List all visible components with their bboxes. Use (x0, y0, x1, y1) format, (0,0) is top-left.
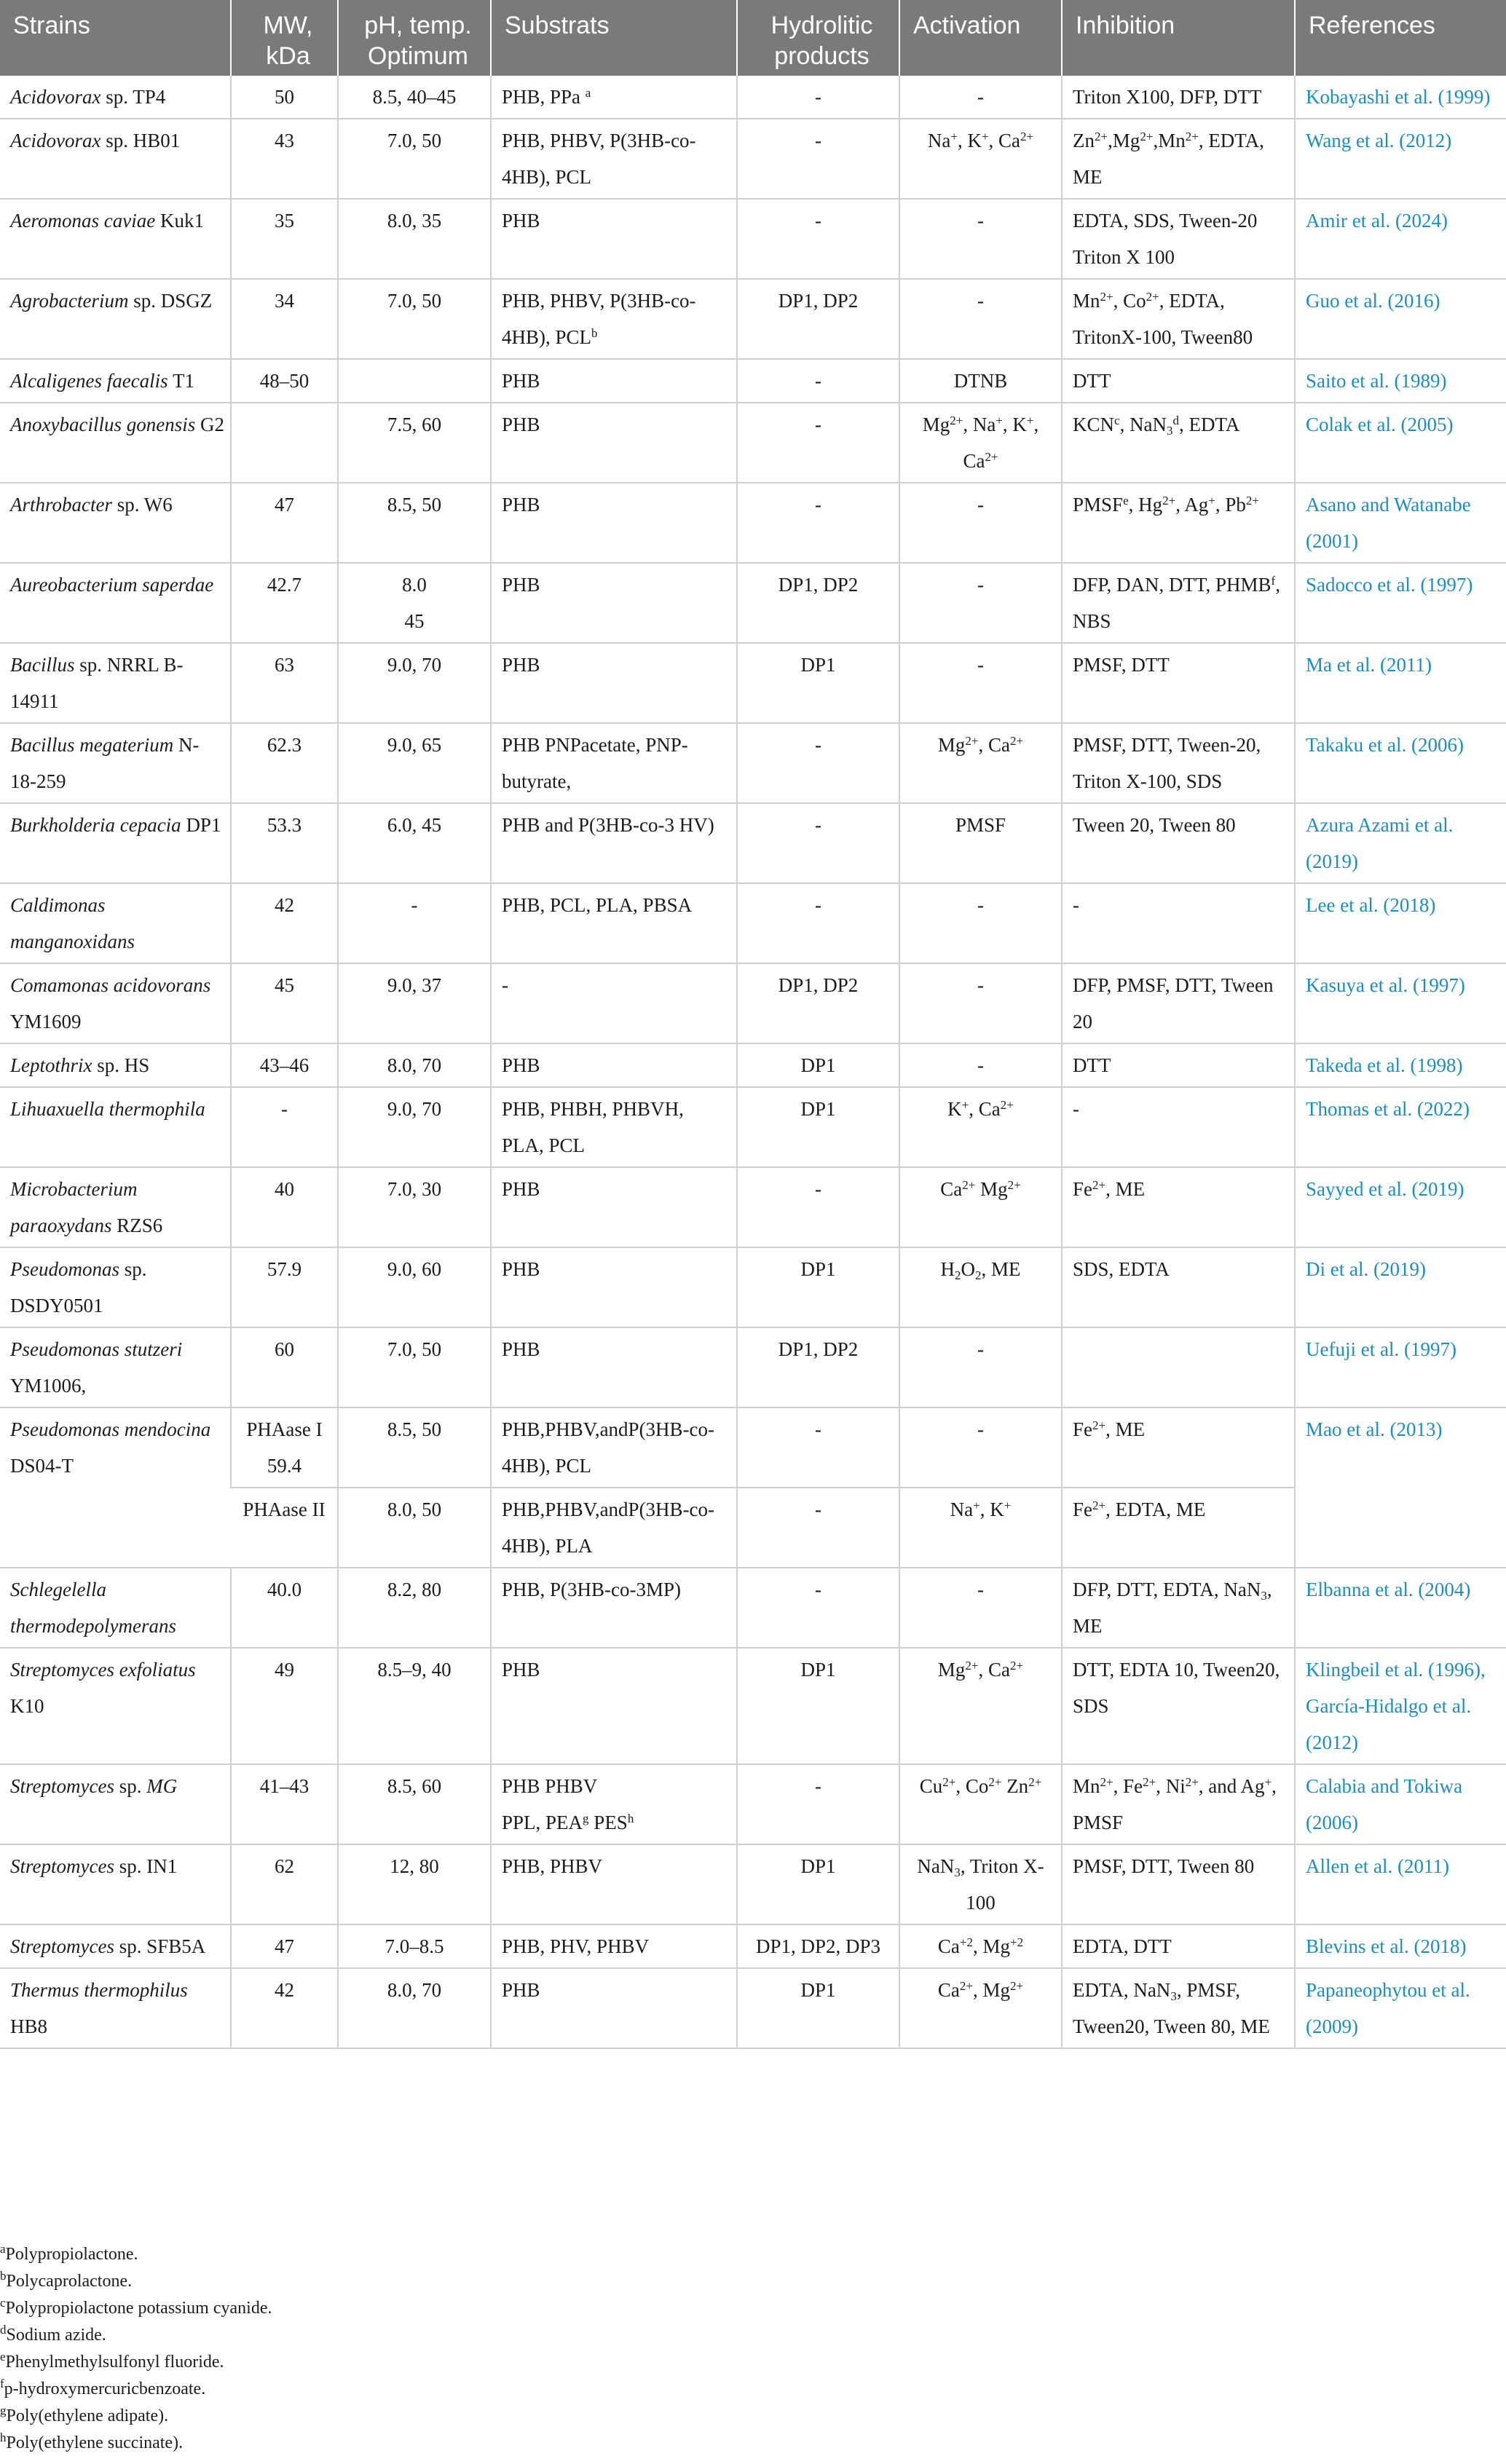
hydrolytic-products-cell: - (737, 1407, 899, 1488)
hydrolytic-products-cell: - (737, 1167, 899, 1247)
table-row (0, 963, 1506, 1043)
reference-link[interactable]: Di et al. (2019) (1295, 1247, 1506, 1327)
table-row (0, 1327, 1506, 1407)
substrates-cell: PHB, PHBV, P(3HB-co-4HB), PCL$^b$ (491, 279, 737, 359)
inhibition-cell: - (1062, 1087, 1295, 1167)
mw-cell: 63 (231, 643, 338, 723)
strain-cell: Comamonas acidovorans YM1609 (0, 963, 231, 1043)
reference-link[interactable]: Klingbeil et al. (1996), García-Hidalgo et al. (2012) (1295, 1648, 1506, 1764)
reference-link[interactable]: Takaku et al. (2006) (1295, 723, 1506, 803)
header-activation: Activation (899, 0, 1062, 76)
ph-temp-cell: 9.0, 70 (338, 643, 491, 723)
hydrolytic-products-cell: - (737, 359, 899, 403)
inhibition-cell: $Fe^{2+}$, ME (1062, 1167, 1295, 1247)
mw-cell: 49 (231, 1648, 338, 1764)
header-references: References (1295, 0, 1506, 76)
table-row (0, 643, 1506, 723)
hydrolytic-products-cell: DP1, DP2 (737, 963, 899, 1043)
activation-cell: - (899, 1407, 1062, 1488)
ph-temp-cell: - (338, 883, 491, 963)
activation-cell: - (899, 563, 1062, 643)
mw-cell: 50 (231, 76, 338, 119)
ph-temp-cell: 8.5, 50 (338, 483, 491, 563)
hydrolytic-products-cell: - (737, 119, 899, 199)
table-row (0, 483, 1506, 563)
ph-temp-cell: 7.5, 60 (338, 403, 491, 483)
hydrolytic-products-cell: DP1 (737, 1043, 899, 1087)
mw-cell: 41–43 (231, 1764, 338, 1844)
activation-cell: - (899, 199, 1062, 279)
substrates-cell: PHB (491, 1167, 737, 1247)
inhibition-cell: SDS, EDTA (1062, 1247, 1295, 1327)
hydrolytic-products-cell: - (737, 1764, 899, 1844)
reference-link[interactable]: Mao et al. (2013) (1295, 1407, 1506, 1568)
header-mw: MW, kDa (231, 0, 338, 76)
reference-link[interactable]: Colak et al. (2005) (1295, 403, 1506, 483)
reference-link[interactable]: Blevins et al. (2018) (1295, 1924, 1506, 1968)
mw-cell (231, 403, 338, 483)
table-row (0, 76, 1506, 119)
strain-cell: Aureobacterium saperdae (0, 563, 231, 643)
hydrolytic-products-cell: DP1 (737, 1648, 899, 1764)
inhibition-cell: $Fe^{2+}$, ME (1062, 1407, 1295, 1488)
table-row (0, 359, 1506, 403)
substrates-cell: PHB, PHV, PHBV (491, 1924, 737, 1968)
strain-cell: Pseudomonas mendocina DS04-T (0, 1407, 231, 1568)
substrates-cell: PHB (491, 359, 737, 403)
strain-cell: Schlegelella thermodepolymerans (0, 1568, 231, 1648)
substrates-cell: PHB (491, 1247, 737, 1327)
table-row (0, 199, 1506, 279)
strain-cell: Streptomyces sp. MG (0, 1764, 231, 1844)
activation-cell: - (899, 76, 1062, 119)
strain-cell: Thermus thermophilus HB8 (0, 1968, 231, 2048)
hydrolytic-products-cell: - (737, 403, 899, 483)
ph-temp-cell: 9.0, 60 (338, 1247, 491, 1327)
ph-temp-cell: 8.0 45 (338, 563, 491, 643)
hydrolytic-products-cell: - (737, 803, 899, 883)
table-row (0, 1924, 1506, 1968)
reference-link[interactable]: Sadocco et al. (1997) (1295, 563, 1506, 643)
ph-temp-cell: 8.0, 35 (338, 199, 491, 279)
hydrolytic-products-cell: - (737, 1568, 899, 1648)
header-hydrolytic-products: Hydrolitic products (737, 0, 899, 76)
inhibition-cell: PMSF, DTT (1062, 643, 1295, 723)
strain-cell: Anoxybacillus gonensis G2 (0, 403, 231, 483)
activation-cell: - (899, 1327, 1062, 1407)
ph-temp-cell: 8.5, 60 (338, 1764, 491, 1844)
substrates-cell: PHB (491, 1327, 737, 1407)
strain-cell: Pseudomonas stutzeri YM1006, (0, 1327, 231, 1407)
ph-temp-cell: 7.0, 50 (338, 119, 491, 199)
activation-cell: $Mg^{2+}$, Na+, K+, $Ca^{2+}$ (899, 403, 1062, 483)
activation-cell: - (899, 483, 1062, 563)
footnotes (0, 2241, 1506, 2457)
table-row (0, 1407, 1506, 1488)
mw-cell: 35 (231, 199, 338, 279)
mw-cell: 57.9 (231, 1247, 338, 1327)
substrates-cell: PHB, PHBH, PHBVH, PLA, PCL (491, 1087, 737, 1167)
hydrolytic-products-cell: DP1 (737, 1968, 899, 2048)
strain-cell: Acidovorax sp. TP4 (0, 76, 231, 119)
reference-link[interactable]: Kobayashi et al. (1999) (1295, 76, 1506, 119)
mw-cell: 48–50 (231, 359, 338, 403)
table-row (0, 1043, 1506, 1087)
footnote: $^h$Poly(ethylene succinate). (0, 2431, 184, 2452)
reference-link[interactable]: Papaneophytou et al. (2009) (1295, 1968, 1506, 2048)
table-row (0, 883, 1506, 963)
header-ph-temp: pH, temp. Optimum (338, 0, 491, 76)
activation-cell: DTNB (899, 359, 1062, 403)
substrates-cell: PHB, PPa $^a$ (491, 76, 737, 119)
mw-cell: 40.0 (231, 1568, 338, 1648)
hydrolytic-products-cell: - (737, 883, 899, 963)
reference-link[interactable]: Asano and Watanabe (2001) (1295, 483, 1506, 563)
ph-temp-cell: 6.0, 45 (338, 803, 491, 883)
hydrolytic-products-cell: DP1, DP2 (737, 1327, 899, 1407)
ph-temp-cell (338, 359, 491, 403)
ph-temp-cell: 8.0, 50 (338, 1488, 491, 1568)
inhibition-cell: Triton X100, DFP, DTT (1062, 76, 1295, 119)
footnote: $^e$Phenylmethylsulfonyl fluoride. (0, 2350, 224, 2372)
substrates-cell: PHB (491, 1043, 737, 1087)
activation-cell: - (899, 883, 1062, 963)
activation-cell: $Cu^{2+}$, $Co^{2+}$ $Zn^{2+}$ (899, 1764, 1062, 1844)
activation-cell: - (899, 963, 1062, 1043)
ph-temp-cell: 7.0, 50 (338, 279, 491, 359)
substrates-cell: PHB (491, 403, 737, 483)
footnote: $^a$Polypropiolactone. (0, 2242, 138, 2264)
substrates-cell: PHB, P(3HB-co-3MP) (491, 1568, 737, 1648)
inhibition-cell (1062, 1327, 1295, 1407)
strain-cell: Microbacterium paraoxydans RZS6 (0, 1167, 231, 1247)
strain-cell: Streptomyces sp. SFB5A (0, 1924, 231, 1968)
ph-temp-cell: 8.5–9, 40 (338, 1648, 491, 1764)
footnote: $^c$Polypropiolactone potassium cyanide. (0, 2296, 272, 2318)
table-row (0, 723, 1506, 803)
mw-cell: 34 (231, 279, 338, 359)
hydrolytic-products-cell: DP1, DP2 (737, 279, 899, 359)
activation-cell: - (899, 643, 1062, 723)
reference-link[interactable]: Uefuji et al. (1997) (1295, 1327, 1506, 1407)
substrates-cell: PHB,PHBV,andP(3HB-co-4HB), PLA (491, 1488, 737, 1568)
mw-cell: 40 (231, 1167, 338, 1247)
hydrolytic-products-cell: DP1 (737, 1247, 899, 1327)
table-row (0, 1968, 1506, 2048)
inhibition-cell: Tween 20, Tween 80 (1062, 803, 1295, 883)
mw-cell: - (231, 1087, 338, 1167)
table-row (0, 563, 1506, 643)
footnote: $^b$Polycaprolactone. (0, 2269, 133, 2291)
reference-link[interactable]: Saito et al. (1989) (1295, 359, 1506, 403)
reference-link[interactable]: Sayyed et al. (2019) (1295, 1167, 1506, 1247)
reference-link[interactable]: Takeda et al. (1998) (1295, 1043, 1506, 1087)
mw-cell: 45 (231, 963, 338, 1043)
ph-temp-cell: 12, 80 (338, 1844, 491, 1924)
strain-cell: Alcaligenes faecalis T1 (0, 359, 231, 403)
activation-cell: $H_2O_2$, ME (899, 1247, 1062, 1327)
ph-temp-cell: 7.0, 30 (338, 1167, 491, 1247)
header-row (0, 0, 1506, 76)
inhibition-cell: $Fe^{2+}$, EDTA, ME (1062, 1488, 1295, 1568)
ph-temp-cell: 8.0, 70 (338, 1043, 491, 1087)
strain-cell: Streptomyces exfoliatus K10 (0, 1648, 231, 1764)
reference-link[interactable]: Calabia and Tokiwa (2006) (1295, 1764, 1506, 1844)
inhibition-cell: EDTA, DTT (1062, 1924, 1295, 1968)
inhibition-cell: PMSF, DTT, Tween 80 (1062, 1844, 1295, 1924)
mw-cell: 42.7 (231, 563, 338, 643)
hydrolytic-products-cell: DP1, DP2 (737, 563, 899, 643)
ph-temp-cell: 9.0, 70 (338, 1087, 491, 1167)
substrates-cell: PHB PHBV PPL, PEA$^g$ PES$^h$ (491, 1764, 737, 1844)
table-row (0, 403, 1506, 483)
ph-temp-cell: 8.5, 40–45 (338, 76, 491, 119)
substrates-cell: PHB PNPacetate, PNP-butyrate, (491, 723, 737, 803)
hydrolytic-products-cell: DP1 (737, 1087, 899, 1167)
ph-temp-cell: 8.5, 50 (338, 1407, 491, 1488)
activation-cell: Na+, K+, $Ca^{2+}$ (899, 119, 1062, 199)
substrates-cell: - (491, 963, 737, 1043)
strain-cell: Burkholderia cepacia DP1 (0, 803, 231, 883)
strain-cell: Pseudomonas sp. DSDY0501 (0, 1247, 231, 1327)
inhibition-cell: KCN$^c$, NaN$_3^d$, EDTA (1062, 403, 1295, 483)
activation-cell: NaN$_3$, Triton X-100 (899, 1844, 1062, 1924)
ph-temp-cell: 8.0, 70 (338, 1968, 491, 2048)
hydrolytic-products-cell: - (737, 76, 899, 119)
footnote: $^f$p-hydroxymercuricbenzoate. (0, 2377, 206, 2398)
substrates-cell: PHB (491, 643, 737, 723)
mw-cell: 47 (231, 1924, 338, 1968)
table-row (0, 279, 1506, 359)
mw-cell: 43 (231, 119, 338, 199)
strain-cell: Bacillus sp. NRRL B-14911 (0, 643, 231, 723)
table-row (0, 1247, 1506, 1327)
activation-cell: - (899, 1568, 1062, 1648)
ph-temp-cell: 7.0–8.5 (338, 1924, 491, 1968)
reference-link[interactable]: Guo et al. (2016) (1295, 279, 1506, 359)
mw-cell: 62 (231, 1844, 338, 1924)
table-row (0, 1087, 1506, 1167)
inhibition-cell: DFP, PMSF, DTT, Tween 20 (1062, 963, 1295, 1043)
inhibition-cell: EDTA, NaN$_3$, PMSF, Tween20, Tween 80, ME (1062, 1968, 1295, 2048)
inhibition-cell: PMSF$^e$, $Hg^{2+}$, Ag+, $Pb^{2+}$ (1062, 483, 1295, 563)
activation-cell: $Ca^{+2}$, $Mg^{+2}$ (899, 1924, 1062, 1968)
inhibition-cell: DFP, DTT, EDTA, NaN$_3$, ME (1062, 1568, 1295, 1648)
hydrolytic-products-cell: DP1 (737, 1844, 899, 1924)
mw-cell: 42 (231, 883, 338, 963)
footnote: $^d$Sodium azide. (0, 2323, 106, 2345)
header-inhibition: Inhibition (1062, 0, 1295, 76)
table-row (0, 803, 1506, 883)
substrates-cell: PHB, PCL, PLA, PBSA (491, 883, 737, 963)
strain-cell: Bacillus megaterium N-18-259 (0, 723, 231, 803)
mw-cell: 60 (231, 1327, 338, 1407)
reference-link[interactable]: Azura Azami et al. (2019) (1295, 803, 1506, 883)
mw-cell: 62.3 (231, 723, 338, 803)
activation-cell: $Ca^{2+}$, $Mg^{2+}$ (899, 1968, 1062, 2048)
reference-link[interactable]: Wang et al. (2012) (1295, 119, 1506, 199)
activation-cell: - (899, 1043, 1062, 1087)
inhibition-cell: $Mn^{2+}$, $Fe^{2+}$, $Ni^{2+}$, and Ag+, PMSF (1062, 1764, 1295, 1844)
reference-link[interactable]: Elbanna et al. (2004) (1295, 1568, 1506, 1648)
inhibition-cell: DTT (1062, 1043, 1295, 1087)
mw-cell: 53.3 (231, 803, 338, 883)
inhibition-cell: DTT, EDTA 10, Tween20, SDS (1062, 1648, 1295, 1764)
inhibition-cell: $Zn^{2+},Mg^{2+},Mn^{2+}$, EDTA, ME (1062, 119, 1295, 199)
reference-link[interactable]: Amir et al. (2024) (1295, 199, 1506, 279)
hydrolytic-products-cell: - (737, 199, 899, 279)
reference-link[interactable]: Kasuya et al. (1997) (1295, 963, 1506, 1043)
activation-cell: - (899, 279, 1062, 359)
strain-cell: Arthrobacter sp. W6 (0, 483, 231, 563)
substrates-cell: PHB and P(3HB-co-3 HV) (491, 803, 737, 883)
hydrolytic-products-cell: DP1 (737, 643, 899, 723)
substrates-cell: PHB (491, 199, 737, 279)
table-row (0, 1764, 1506, 1844)
inhibition-cell: DTT (1062, 359, 1295, 403)
substrates-cell: PHB, PHBV, P(3HB-co-4HB), PCL (491, 119, 737, 199)
substrates-cell: PHB (491, 483, 737, 563)
activation-cell: K+, $Ca^{2+}$ (899, 1087, 1062, 1167)
activation-cell: $Mg^{2+}$, $Ca^{2+}$ (899, 723, 1062, 803)
mw-cell: 42 (231, 1968, 338, 2048)
header-substrates: Substrats (491, 0, 737, 76)
reference-link[interactable]: Allen et al. (2011) (1295, 1844, 1506, 1924)
activation-cell: $Ca^{2+}$ $Mg^{2+}$ (899, 1167, 1062, 1247)
reference-link[interactable]: Thomas et al. (2022) (1295, 1087, 1506, 1167)
hydrolytic-products-cell: - (737, 723, 899, 803)
substrates-cell: PHB,PHBV,andP(3HB-co-4HB), PCL (491, 1407, 737, 1488)
strain-cell: Caldimonas manganoxidans (0, 883, 231, 963)
inhibition-cell: DFP, DAN, DTT, PHMB$^f$, NBS (1062, 563, 1295, 643)
ph-temp-cell: 9.0, 65 (338, 723, 491, 803)
mw-cell: 43–46 (231, 1043, 338, 1087)
ph-temp-cell: 9.0, 37 (338, 963, 491, 1043)
substrates-cell: PHB (491, 563, 737, 643)
reference-link[interactable]: Lee et al. (2018) (1295, 883, 1506, 963)
strain-cell: Aeromonas caviae Kuk1 (0, 199, 231, 279)
table-row (0, 1167, 1506, 1247)
mw-cell: PHAase I 59.4 (231, 1407, 338, 1488)
ph-temp-cell: 7.0, 50 (338, 1327, 491, 1407)
table-row (0, 1648, 1506, 1764)
mw-cell: 47 (231, 483, 338, 563)
ph-temp-cell: 8.2, 80 (338, 1568, 491, 1648)
strain-cell: Lihuaxuella thermophila (0, 1087, 231, 1167)
substrates-cell: PHB, PHBV (491, 1844, 737, 1924)
hydrolytic-products-cell: - (737, 1488, 899, 1568)
substrates-cell: PHB (491, 1648, 737, 1764)
table-row (0, 1844, 1506, 1924)
inhibition-cell: - (1062, 883, 1295, 963)
activation-cell: Na+, K+ (899, 1488, 1062, 1568)
mw-cell: PHAase II (231, 1488, 338, 1568)
inhibition-cell: PMSF, DTT, Tween-20, Triton X-100, SDS (1062, 723, 1295, 803)
strain-cell: Streptomyces sp. IN1 (0, 1844, 231, 1924)
table-row (0, 1568, 1506, 1648)
hydrolytic-products-cell: - (737, 483, 899, 563)
hydrolytic-products-cell: DP1, DP2, DP3 (737, 1924, 899, 1968)
substrates-cell: PHB (491, 1968, 737, 2048)
table-body (0, 76, 1506, 2048)
table-row (0, 119, 1506, 199)
inhibition-cell: EDTA, SDS, Tween-20 Triton X 100 (1062, 199, 1295, 279)
strain-cell: Leptothrix sp. HS (0, 1043, 231, 1087)
strain-cell: Agrobacterium sp. DSGZ (0, 279, 231, 359)
footnote: $^g$Poly(ethylene adipate). (0, 2404, 169, 2425)
header-strains: Strains (0, 0, 231, 76)
activation-cell: $Mg^{2+}$, $Ca^{2+}$ (899, 1648, 1062, 1764)
activation-cell: PMSF (899, 803, 1062, 883)
reference-link[interactable]: Ma et al. (2011) (1295, 643, 1506, 723)
strain-cell: Acidovorax sp. HB01 (0, 119, 231, 199)
inhibition-cell: $Mn^{2+}$, $Co^{2+}$, EDTA, TritonX-100, Tween80 (1062, 279, 1295, 359)
